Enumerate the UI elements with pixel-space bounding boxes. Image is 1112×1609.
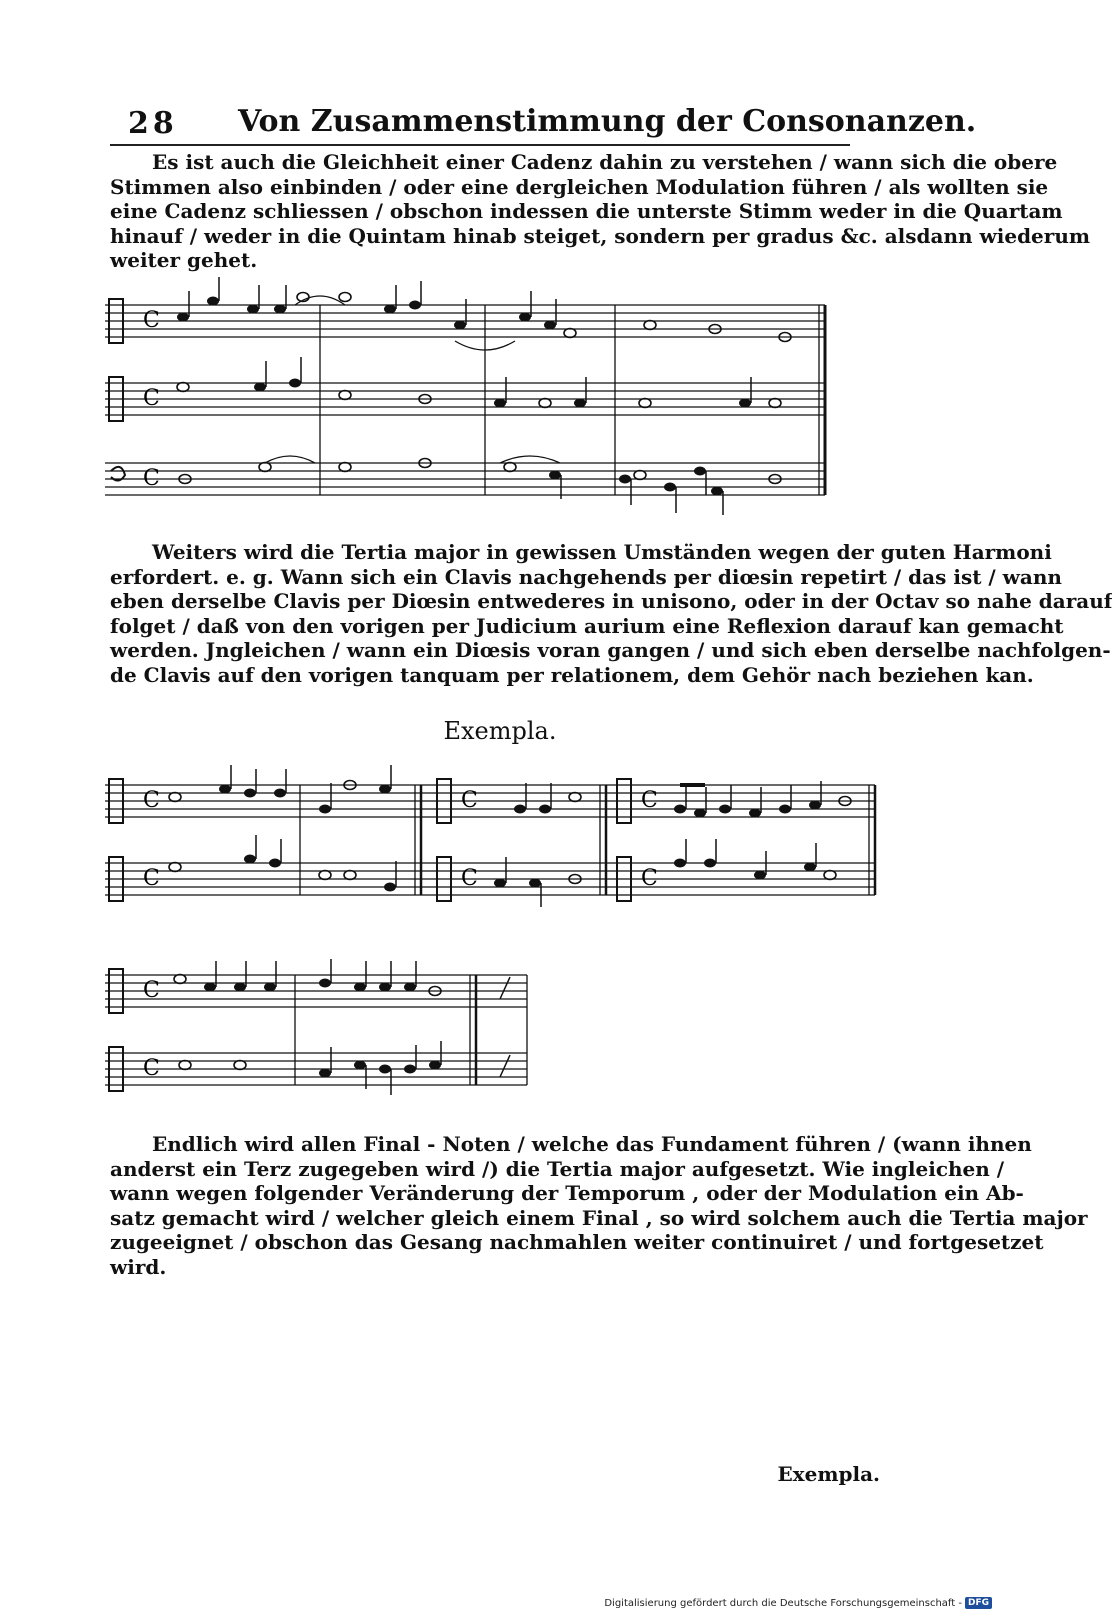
- time-signature: C: [143, 866, 160, 891]
- time-signature: C: [143, 466, 160, 491]
- paragraph-line: eben derselbe Clavis per Diœsin entwederes in unisono, oder in der Octav so nahe darauf: [110, 589, 1112, 613]
- dfg-logo-icon: DFG: [965, 1597, 992, 1609]
- paragraph-line: anderst ein Terz zugegeben wird /) die Tertia major aufgesetzt. Wie ingleichen /: [110, 1156, 1005, 1181]
- paragraph-line: erfordert. e. g. Wann sich ein Clavis nachgehends per diœsin repetirt / das ist / wann: [110, 564, 1062, 589]
- paragraph-line: Es ist auch die Gleichheit einer Cadenz dahin zu verstehen / wann sich die obere: [152, 150, 1058, 174]
- time-signature: C: [143, 978, 160, 1003]
- paragraph-line: Weiters wird die Tertia major in gewissen Umständen wegen der guten Harmoni: [152, 540, 1052, 564]
- footer-text: Digitalisierung gefördert durch die Deutsche Forschungsgemeinschaft -: [604, 1597, 962, 1609]
- paragraph-line: de Clavis auf den vorigen tanquam per relationem, dem Gehör nach beziehen kan.: [110, 662, 1034, 687]
- music-example-1-score: [105, 285, 835, 535]
- paragraph-line: eine Cadenz schliessen / obschon indessen die unterste Stimm weder in die Quartam: [110, 199, 1063, 223]
- footer: [604, 1597, 992, 1609]
- time-signature: C: [641, 788, 658, 813]
- time-signature: C: [143, 1056, 160, 1081]
- page-number: 28: [128, 106, 178, 141]
- paragraph-1: [110, 150, 1091, 273]
- paragraph-line: satz gemacht wird / welcher gleich einem Final , so wird solchem auch die Tertia major: [110, 1205, 1088, 1230]
- time-signature: C: [461, 788, 478, 813]
- header-rule: [110, 144, 850, 146]
- paragraph-line: hinauf / weder in die Quintam hinab steiget, sondern per gradus &c. alsdann wiederum: [110, 223, 1091, 248]
- paragraph-line: weiter gehet.: [110, 248, 258, 272]
- music-example-3-score: [105, 955, 535, 1115]
- time-signature: C: [143, 386, 160, 411]
- paragraph-line: Endlich wird allen Final - Noten / welche das Fundament führen / (wann ihnen: [152, 1132, 1032, 1156]
- paragraph-line: folget / daß von den vorigen per Judicium aurium eine Reflexion darauf kan gemacht: [110, 613, 1064, 638]
- paragraph-line: Stimmen also einbinden / oder eine dergleichen Modulation führen / als wollten sie: [110, 174, 1049, 199]
- paragraph-line: wann wegen folgender Veränderung der Temporum , oder der Modulation ein Ab-: [110, 1181, 1024, 1205]
- time-signature: C: [143, 788, 160, 813]
- exempla-heading: Exempla.: [443, 717, 557, 745]
- paragraph-2: [110, 540, 1112, 687]
- running-title: Von Zusammenstimmung der Consonanzen.: [238, 104, 977, 139]
- time-signature: C: [641, 866, 658, 891]
- time-signature: C: [143, 308, 160, 333]
- paragraph-3: [110, 1132, 1088, 1279]
- catchword: Exempla.: [777, 1462, 880, 1486]
- music-example-1: [105, 285, 835, 535]
- paragraph-line: werden. Jngleichen / wann ein Diœsis voran gangen / und sich eben derselbe nachfolgen-: [110, 638, 1111, 662]
- time-signature: C: [461, 866, 478, 891]
- paragraph-line: wird.: [110, 1254, 167, 1279]
- music-example-3: [105, 955, 535, 1115]
- music-example-2: [105, 765, 885, 925]
- music-example-2-score: [105, 765, 885, 925]
- paragraph-line: zugeeignet / obschon das Gesang nachmahlen weiter continuiret / und fortgesetzet: [110, 1230, 1044, 1254]
